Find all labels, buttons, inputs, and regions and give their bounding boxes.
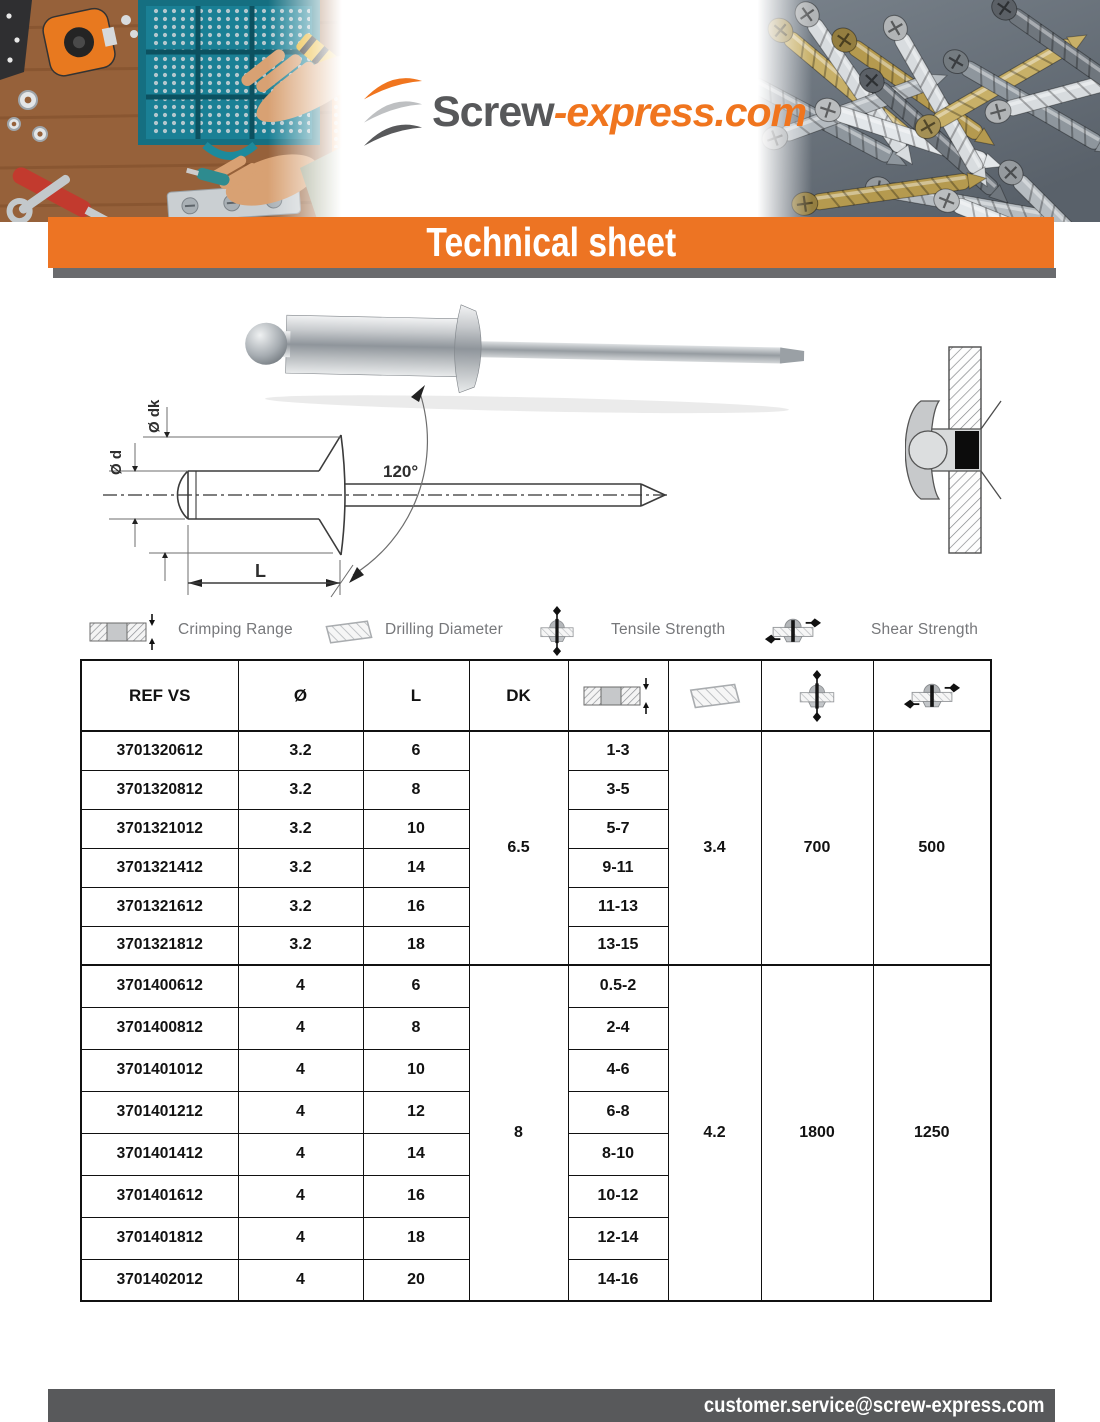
logo-text-dark: Screw xyxy=(432,87,554,136)
length-cell: 18 xyxy=(363,1217,469,1259)
col-header-tensile-strength xyxy=(761,660,873,731)
length-cell: 12 xyxy=(363,1091,469,1133)
table-row xyxy=(81,965,991,1007)
diameter-cell: 4 xyxy=(238,1259,363,1301)
col-header-crimping-range xyxy=(568,660,668,731)
crimp-cell: 13-15 xyxy=(568,926,668,965)
col-header-diameter: Ø xyxy=(238,660,363,731)
legend-label: Drilling Diameter xyxy=(385,621,503,638)
contact-email: customer.service@screw-express.com xyxy=(703,1393,1045,1417)
length-cell: 14 xyxy=(363,848,469,887)
diameter-cell: 4 xyxy=(238,1133,363,1175)
crimping-range-icon xyxy=(80,614,168,650)
diameter-cell: 3.2 xyxy=(238,809,363,848)
ref-cell: 3701320812 xyxy=(81,770,238,809)
cross-section-illustration xyxy=(905,345,1010,555)
crimp-cell: 5-7 xyxy=(568,809,668,848)
length-cell: 8 xyxy=(363,770,469,809)
diameter-cell: 4 xyxy=(238,965,363,1007)
crimping-range-icon xyxy=(575,678,661,714)
drill-cell: 3.4 xyxy=(668,731,761,965)
shear-cell: 1250 xyxy=(873,965,991,1301)
title-banner xyxy=(48,217,1054,268)
crimp-cell: 9-11 xyxy=(568,848,668,887)
ref-cell: 3701400812 xyxy=(81,1007,238,1049)
ref-cell: 3701401412 xyxy=(81,1133,238,1175)
diameter-cell: 4 xyxy=(238,1007,363,1049)
spec-table xyxy=(80,659,992,1302)
shear-strength-icon xyxy=(763,612,823,650)
tensile-strength-icon xyxy=(537,606,577,656)
col-header-ref: REF VS xyxy=(81,660,238,731)
ref-cell: 3701401012 xyxy=(81,1049,238,1091)
ref-cell: 3701401612 xyxy=(81,1175,238,1217)
crimp-cell: 8-10 xyxy=(568,1133,668,1175)
diameter-cell: 3.2 xyxy=(238,887,363,926)
tensile-cell: 700 xyxy=(761,731,873,965)
length-cell: 10 xyxy=(363,1049,469,1091)
length-cell: 20 xyxy=(363,1259,469,1301)
diameter-cell: 3.2 xyxy=(238,731,363,770)
technical-drawing xyxy=(95,355,675,605)
length-cell: 10 xyxy=(363,809,469,848)
logo-text-orange: -express.com xyxy=(553,88,807,135)
crimp-cell: 2-4 xyxy=(568,1007,668,1049)
diagram-label-length: L xyxy=(255,561,266,581)
length-cell: 6 xyxy=(363,731,469,770)
table-row xyxy=(81,731,991,770)
logo-swoosh-icon xyxy=(362,74,424,150)
dk-cell: 8 xyxy=(469,965,568,1301)
crimp-cell: 10-12 xyxy=(568,1175,668,1217)
banner-shadow xyxy=(53,268,1056,278)
ref-cell: 3701321612 xyxy=(81,887,238,926)
ref-cell: 3701320612 xyxy=(81,731,238,770)
ref-cell: 3701321012 xyxy=(81,809,238,848)
length-cell: 14 xyxy=(363,1133,469,1175)
diameter-cell: 4 xyxy=(238,1049,363,1091)
table-header-row xyxy=(81,660,991,731)
col-header-dk: DK xyxy=(469,660,568,731)
tensile-cell: 1800 xyxy=(761,965,873,1301)
crimp-cell: 0.5-2 xyxy=(568,965,668,1007)
diameter-cell: 3.2 xyxy=(238,926,363,965)
diameter-cell: 4 xyxy=(238,1091,363,1133)
logo-text xyxy=(432,88,806,137)
crimp-cell: 6-8 xyxy=(568,1091,668,1133)
length-cell: 6 xyxy=(363,965,469,1007)
diagram-label-d: Ø d xyxy=(108,450,125,475)
ref-cell: 3701321412 xyxy=(81,848,238,887)
length-cell: 16 xyxy=(363,1175,469,1217)
crimp-cell: 11-13 xyxy=(568,887,668,926)
legend-label: Crimping Range xyxy=(178,621,293,638)
drilling-diameter-icon xyxy=(322,618,376,646)
diagram-label-dk: Ø dk xyxy=(146,399,163,433)
crimp-cell: 4-6 xyxy=(568,1049,668,1091)
length-cell: 8 xyxy=(363,1007,469,1049)
footer-bar xyxy=(48,1389,1055,1422)
dk-cell: 6.5 xyxy=(469,731,568,965)
col-header-drilling-diameter xyxy=(668,660,761,731)
length-cell: 16 xyxy=(363,887,469,926)
diameter-cell: 4 xyxy=(238,1175,363,1217)
ref-cell: 3701401812 xyxy=(81,1217,238,1259)
shear-cell: 500 xyxy=(873,731,991,965)
shear-strength-icon xyxy=(903,677,961,715)
logo xyxy=(362,66,807,158)
drill-cell: 4.2 xyxy=(668,965,761,1301)
legend-label: Tensile Strength xyxy=(611,621,726,638)
drilling-diameter-icon xyxy=(687,681,743,711)
crimp-cell: 12-14 xyxy=(568,1217,668,1259)
diameter-cell: 4 xyxy=(238,1217,363,1259)
diameter-cell: 3.2 xyxy=(238,770,363,809)
ref-cell: 3701400612 xyxy=(81,965,238,1007)
ref-cell: 3701321812 xyxy=(81,926,238,965)
crimp-cell: 1-3 xyxy=(568,731,668,770)
crimp-cell: 3-5 xyxy=(568,770,668,809)
diagram-label-angle: 120° xyxy=(383,462,419,481)
tensile-strength-icon xyxy=(798,670,836,722)
length-cell: 18 xyxy=(363,926,469,965)
col-header-length: L xyxy=(363,660,469,731)
diameter-cell: 3.2 xyxy=(238,848,363,887)
ref-cell: 3701402012 xyxy=(81,1259,238,1301)
crimp-cell: 14-16 xyxy=(568,1259,668,1301)
legend-label: Shear Strength xyxy=(871,621,979,638)
ref-cell: 3701401212 xyxy=(81,1091,238,1133)
workbench-photo xyxy=(0,0,360,222)
page-title: Technical sheet xyxy=(426,219,676,265)
col-header-shear-strength xyxy=(873,660,991,731)
